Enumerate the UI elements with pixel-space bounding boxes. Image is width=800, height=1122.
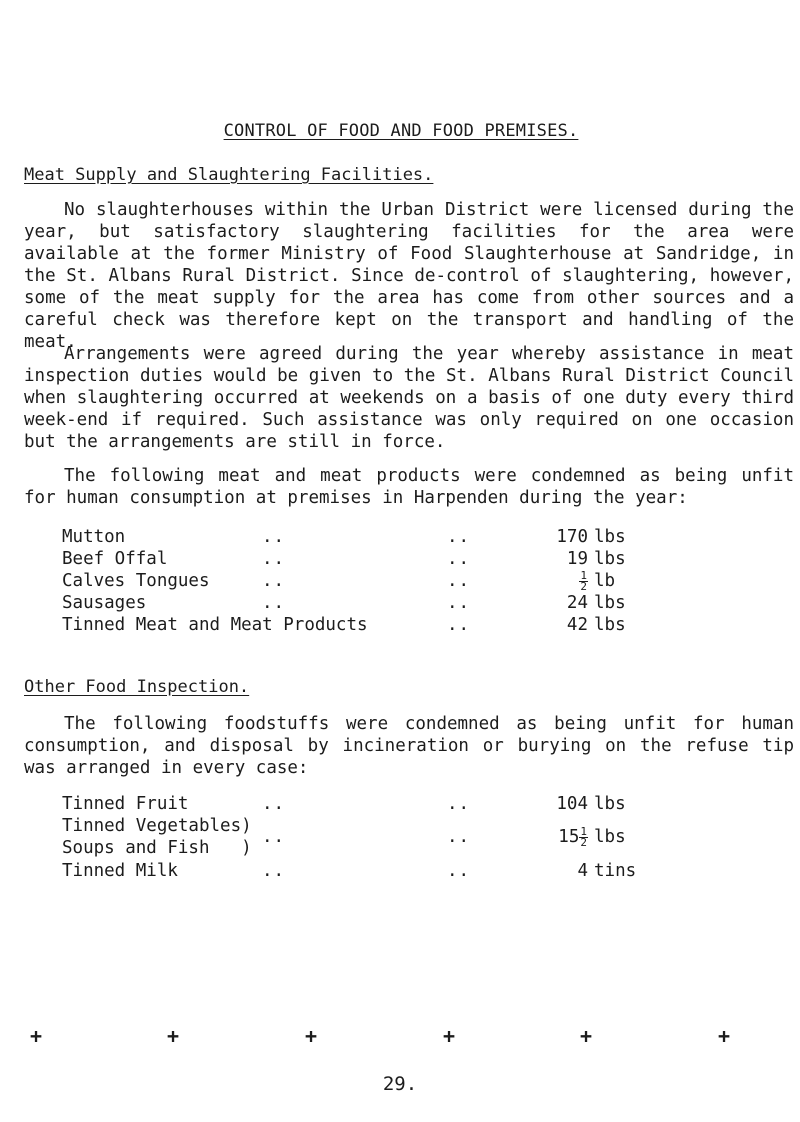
item-name: Tinned Meat and Meat Products (62, 615, 368, 635)
plus-mark: + (305, 1024, 318, 1048)
leader-dots: .. (262, 827, 286, 847)
leader-dots: .. (262, 527, 286, 547)
item-name: Tinned Fruit (62, 794, 189, 814)
plus-mark: + (580, 1024, 593, 1048)
fraction: $\frac{1}{2}$ (580, 824, 587, 849)
item-quantity: 42 (566, 615, 588, 635)
table-row (0, 826, 800, 848)
table-row (0, 548, 800, 570)
item-name: Calves Tongues (62, 571, 210, 591)
paragraph-slaughterhouses: No slaughterhouses within the Urban District were licensed during the year, but satisfactory slaughtering facilities for the area were available at the former Ministry of Food Slaughterhouse at Sandridge, in the St. Albans Rural District. Since de-control of slaughtering, however, some of the meat supply for the area has come from other sources and a careful check was therefore kept on the transport and handling of the meat. (24, 200, 794, 352)
leader-dots: .. (447, 549, 471, 569)
leader-dots: .. (447, 527, 471, 547)
table-row (0, 860, 800, 882)
item-unit: lbs (594, 794, 626, 814)
item-unit: tins (594, 861, 637, 881)
leader-dots: .. (447, 615, 471, 635)
page-number: 29. (382, 1073, 418, 1095)
leader-dots: .. (447, 827, 471, 847)
item-name: Sausages (62, 593, 147, 613)
table-row (0, 592, 800, 614)
item-unit: lbs (594, 827, 626, 847)
fraction: $\frac{1}{2}$ (580, 568, 587, 593)
paragraph-condemned-meat: The following meat and meat products were condemned as being unfit for human consumption at premises in Harpenden during the year: (24, 466, 794, 508)
item-name: Tinned Milk (62, 861, 178, 881)
item-quantity: 4 (577, 861, 588, 881)
item-quantity (579, 570, 588, 592)
item-unit: lb (594, 571, 616, 591)
leader-dots: .. (447, 571, 471, 591)
section-heading-other-food: Other Food Inspection. (24, 677, 250, 697)
item-unit: lbs (594, 527, 626, 547)
item-quantity: 104 (556, 794, 588, 814)
leader-dots: .. (262, 794, 286, 814)
item-name: Beef Offal (62, 549, 168, 569)
item-unit: lbs (594, 593, 626, 613)
leader-dots: .. (262, 549, 286, 569)
item-name: Tinned Vegetables) (62, 816, 252, 836)
leader-dots: .. (262, 571, 286, 591)
item-quantity: 170 (556, 527, 588, 547)
plus-mark: + (443, 1024, 456, 1048)
table-row (0, 526, 800, 548)
table-row (0, 793, 800, 815)
item-quantity: 24 (566, 593, 588, 613)
item-quantity: 19 (566, 549, 588, 569)
leader-dots: .. (262, 861, 286, 881)
separator-row (0, 1024, 800, 1048)
item-unit: lbs (594, 549, 626, 569)
page-title: CONTROL OF FOOD AND FOOD PREMISES. (223, 121, 579, 141)
plus-mark: + (167, 1024, 180, 1048)
plus-mark: + (30, 1024, 43, 1048)
item-quantity: 15 $\frac{1}{2}$ (558, 824, 587, 849)
leader-dots: .. (262, 593, 286, 613)
item-name: Mutton (62, 527, 126, 547)
table-row (0, 570, 800, 592)
leader-dots: .. (447, 861, 471, 881)
section-heading-meat-supply: Meat Supply and Slaughtering Facilities. (24, 165, 434, 185)
paragraph-arrangements: Arrangements were agreed during the year whereby assistance in meat inspection duties would be given to the St. Albans Rural District Council when slaughtering occurred at weekends on a basis of one duty every third week-end if required. Such assistance was only required on one occasion but the arrangements are still in force. (24, 344, 794, 452)
table-row (0, 614, 800, 636)
leader-dots: .. (447, 794, 471, 814)
leader-dots: .. (447, 593, 471, 613)
item-name: Soups and Fish ) (62, 838, 252, 858)
plus-mark: + (718, 1024, 731, 1048)
item-unit: lbs (594, 615, 626, 635)
paragraph-other-food: The following foodstuffs were condemned as being unfit for human consumption, and disposal by incineration or burying on the refuse tip was arranged in every case: (24, 714, 794, 778)
